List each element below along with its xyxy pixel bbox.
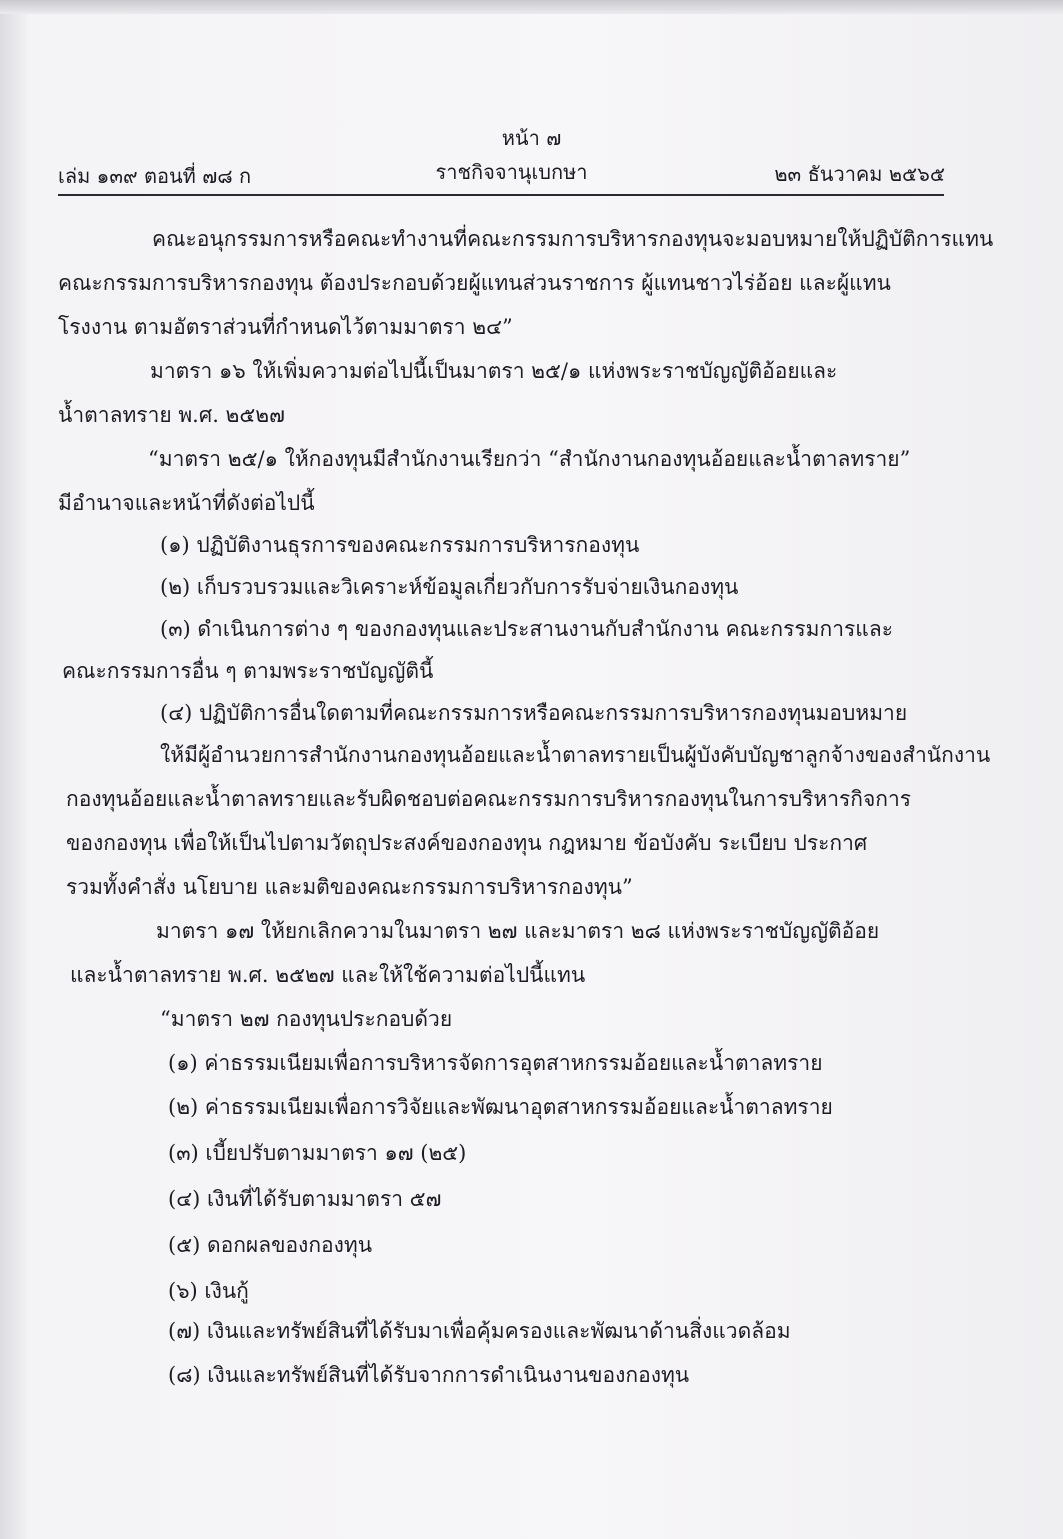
- volume-issue: เล่ม ๑๓๙ ตอนที่ ๗๘ ก: [58, 164, 252, 188]
- list-item: (๓) เบี้ยปรับตามมาตรา ๑๗ (๒๕): [168, 1141, 467, 1165]
- body-line: มีอำนาจและหน้าที่ดังต่อไปนี้: [58, 491, 315, 515]
- list-item: (๑) ปฏิบัติงานธุรการของคณะกรรมการบริหารกองทุน: [160, 533, 640, 557]
- list-item: (๔) เงินที่ได้รับตามมาตรา ๕๗: [168, 1187, 442, 1211]
- gazette-title: ราชกิจจานุเบกษา: [435, 160, 588, 184]
- body-line: ให้มีผู้อำนวยการสำนักงานกองทุนอ้อยและน้ำตาลทรายเป็นผู้บังคับบัญชาลูกจ้างของสำนักงาน: [160, 743, 991, 767]
- section-16-heading: มาตรา ๑๖ ให้เพิ่มความต่อไปนี้เป็นมาตรา ๒๕/๑ แห่งพระราชบัญญัติอ้อยและ: [150, 359, 838, 383]
- list-item: (๓) ดำเนินการต่าง ๆ ของกองทุนและประสานงานกับสำนักงาน คณะกรรมการและ: [160, 617, 893, 641]
- list-item: (๔) ปฏิบัติการอื่นใดตามที่คณะกรรมการหรือคณะกรรมการบริหารกองทุนมอบหมาย: [160, 701, 908, 725]
- list-item: (๘) เงินและทรัพย์สินที่ได้รับจากการดำเนินงานของกองทุน: [168, 1363, 690, 1387]
- body-line: คณะอนุกรรมการหรือคณะทำงานที่คณะกรรมการบริหารกองทุนจะมอบหมายให้ปฏิบัติการแทน: [152, 227, 994, 251]
- header-rule: [58, 194, 944, 196]
- body-line: คณะกรรมการบริหารกองทุน ต้องประกอบด้วยผู้แทนส่วนราชการ ผู้แทนชาวไร่อ้อย และผู้แทน: [58, 271, 891, 295]
- list-item: (๕) ดอกผลของกองทุน: [168, 1233, 373, 1257]
- body-line: ของกองทุน เพื่อให้เป็นไปตามวัตถุประสงค์ของกองทุน กฎหมาย ข้อบังคับ ระเบียบ ประกาศ: [66, 831, 868, 855]
- body-line: คณะกรรมการอื่น ๆ ตามพระราชบัญญัตินี้: [62, 659, 434, 683]
- body-line: กองทุนอ้อยและน้ำตาลทรายและรับผิดชอบต่อคณะกรรมการบริหารกองทุนในการบริหารกิจการ: [66, 787, 912, 811]
- body-line: รวมทั้งคำสั่ง นโยบาย และมติของคณะกรรมการบริหารกองทุน”: [66, 875, 633, 899]
- body-line: น้ำตาลทราย พ.ศ. ๒๕๒๗: [58, 403, 285, 427]
- list-item: (๗) เงินและทรัพย์สินที่ได้รับมาเพื่อคุ้มครองและพัฒนาด้านสิ่งแวดล้อม: [168, 1319, 791, 1343]
- list-item: (๒) ค่าธรรมเนียมเพื่อการวิจัยและพัฒนาอุตสาหกรรมอ้อยและน้ำตาลทราย: [168, 1095, 833, 1119]
- list-item: (๒) เก็บรวบรวมและวิเคราะห์ข้อมูลเกี่ยวกับการรับจ่ายเงินกองทุน: [160, 575, 739, 599]
- list-item: (๑) ค่าธรรมเนียมเพื่อการบริหารจัดการอุตสาหกรรมอ้อยและน้ำตาลทราย: [168, 1051, 823, 1075]
- body-line: โรงงาน ตามอัตราส่วนที่กำหนดไว้ตามมาตรา ๒๔”: [58, 315, 513, 339]
- page-number: หน้า ๗: [501, 126, 562, 150]
- section-17-heading: มาตรา ๑๗ ให้ยกเลิกความในมาตรา ๒๗ และมาตรา ๒๘ แห่งพระราชบัญญัติอ้อย: [156, 919, 880, 943]
- section-25-1-heading: “มาตรา ๒๕/๑ ให้กองทุนมีสำนักงานเรียกว่า “สำนักงานกองทุนอ้อยและน้ำตาลทราย”: [148, 447, 911, 471]
- scan-edge: [0, 0, 1063, 14]
- list-item: (๖) เงินกู้: [168, 1279, 249, 1303]
- section-27-heading: “มาตรา ๒๗ กองทุนประกอบด้วย: [160, 1007, 453, 1031]
- gazette-date: ๒๓ ธันวาคม ๒๕๖๕: [774, 162, 945, 186]
- body-line: และน้ำตาลทราย พ.ศ. ๒๕๒๗ และให้ใช้ความต่อไปนี้แทน: [70, 963, 586, 987]
